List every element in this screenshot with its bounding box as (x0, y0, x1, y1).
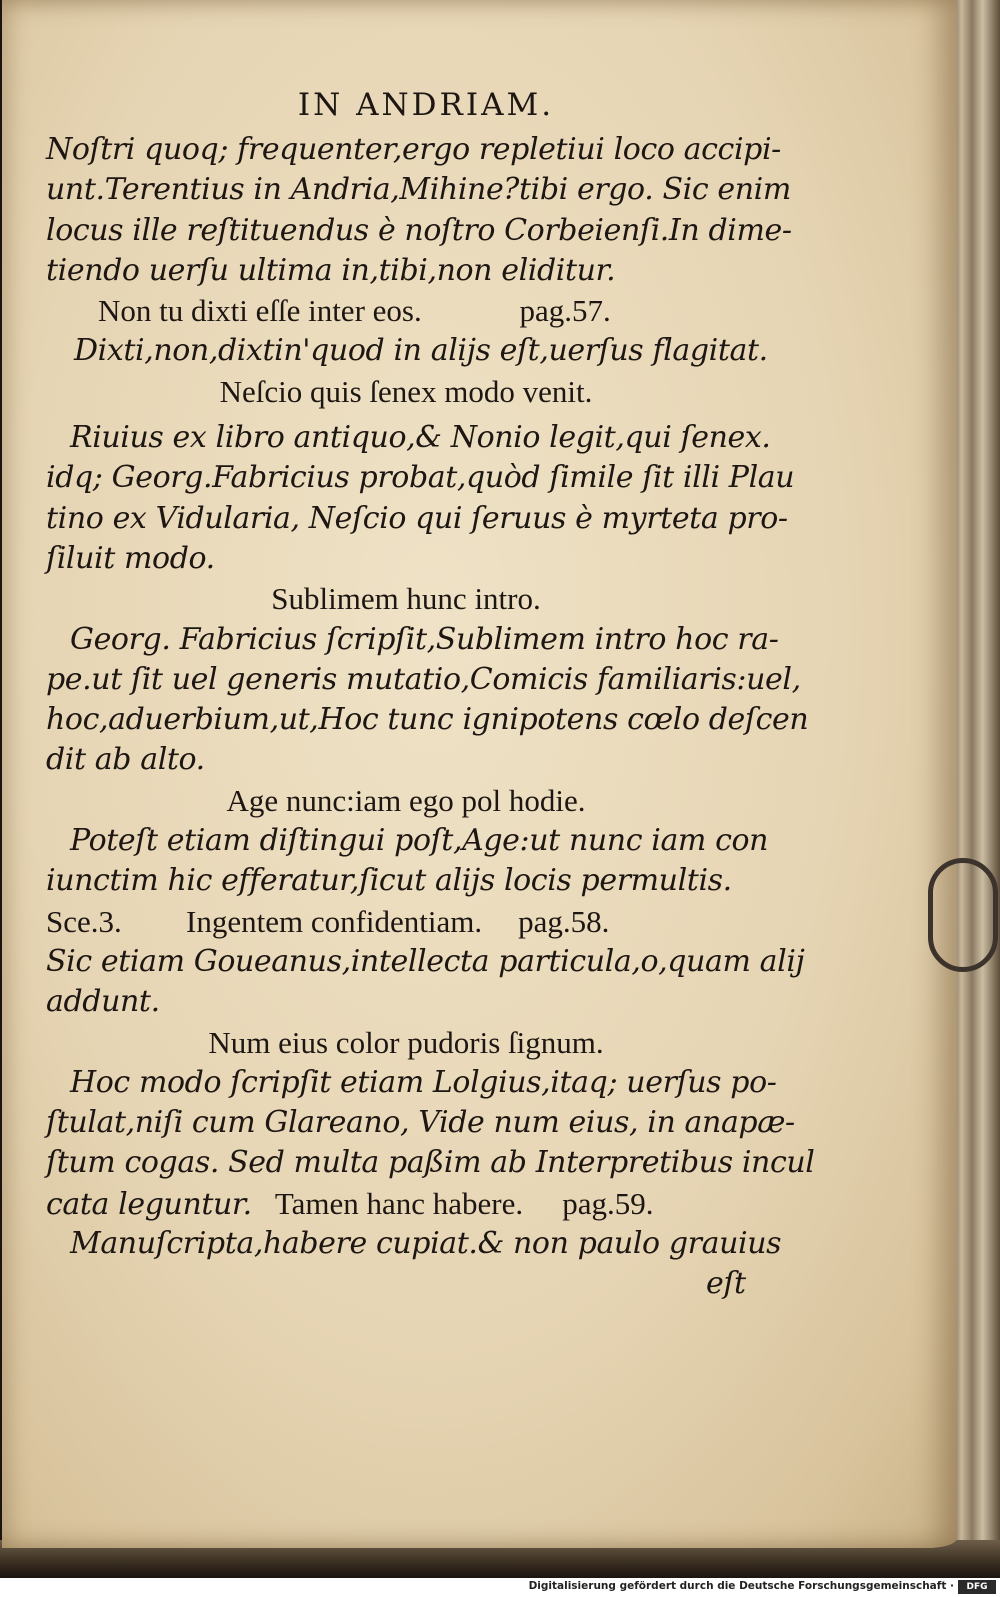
catchword: eſt (706, 1266, 746, 1302)
text-line: tino ex Vidularia, Neſcio qui ſeruus è myrteta pro- (46, 500, 788, 536)
book-clasp (928, 858, 998, 972)
page-reference: pag.58. (518, 903, 610, 939)
text-segment: cata leguntur. (46, 1186, 252, 1222)
lemma-line: Neſcio quis ſenex modo venit. (219, 373, 593, 409)
text-line: Riuius ex libro antiquo,& Nonio legit,qui ſenex. (70, 420, 771, 456)
text-line: ſtulat,niſi cum Glareano, Vide num eius, in anapæ- (46, 1105, 795, 1141)
text-line: Manuſcripta,habere cupiat.& non paulo grauius (70, 1226, 782, 1262)
mixed-line (46, 1184, 766, 1224)
text-line: Noſtri quoq; frequenter,ergo repletiui loco accipi- (46, 132, 781, 167)
lemma-text: Tamen hanc habere. (274, 1185, 524, 1221)
dfg-logo: DFG (958, 1580, 996, 1594)
digitization-footer (0, 1578, 1000, 1597)
lemma-line: Age nunc:iam ego pol hodie. (226, 782, 586, 818)
page-text (46, 80, 815, 1305)
text-line: iunctim hic efferatur,ſicut alijs locis permultis. (46, 863, 732, 899)
lemma-line (46, 291, 766, 331)
text-line: idq; Georg.Fabricius probat,quòd ſimile ſit illi Plau (46, 460, 795, 496)
lemma-text: Non tu dixti eſſe inter eos. (98, 293, 422, 329)
page-reference: pag.57. (519, 293, 611, 329)
text-line: Georg. Fabricius ſcripſit,Sublimem intro hoc ra- (70, 621, 779, 657)
running-title: IN ANDRIAM. (297, 87, 555, 123)
page-reference: pag.59. (562, 1185, 654, 1221)
text-line: addunt. (46, 984, 160, 1020)
lemma-line: Num eius color pudoris ſignum. (208, 1024, 604, 1060)
text-line: Sic etiam Goueanus,intellecta particula,o,quam alij (46, 943, 805, 979)
text-line: Dixti,non,dixtin'quod in alijs eſt,uerſus flagitat. (74, 333, 768, 369)
text-line: tiendo uerſu ultima in,tibi,non eliditur. (46, 252, 616, 288)
lemma-text: Ingentem confidentiam. (186, 903, 483, 939)
text-line: pe.ut ſit uel generis mutatio,Comicis familiaris:uel, (46, 661, 801, 697)
text-line: ſtum cogas. Sed multa paßim ab Interpretibus incul (46, 1145, 815, 1181)
text-line: Hoc modo ſcripſit etiam Lolgius,itaq; uerſus po- (70, 1064, 777, 1100)
text-line: ſiluit modo. (46, 540, 215, 576)
text-line: dit ab alto. (46, 742, 205, 778)
text-line: Poteſt etiam diſtingui poſt,Age:ut nunc iam con (70, 823, 769, 859)
scene-label: Sce.3. (46, 903, 122, 939)
text-line: hoc,aduerbium,ut,Hoc tunc ignipotens cœlo deſcen (46, 702, 809, 738)
funding-credit: Digitalisierung gefördert durch die Deutsche Forschungsgemeinschaft · (528, 1580, 954, 1592)
text-line: locus ille reſtituendus è noſtro Corbeienſi.In dime- (46, 212, 792, 248)
lemma-line: Sublimem hunc intro. (271, 581, 541, 617)
text-line: unt.Terentius in Andria,Mihine?tibi ergo. Sic enim (46, 172, 791, 208)
lemma-line (46, 902, 766, 942)
